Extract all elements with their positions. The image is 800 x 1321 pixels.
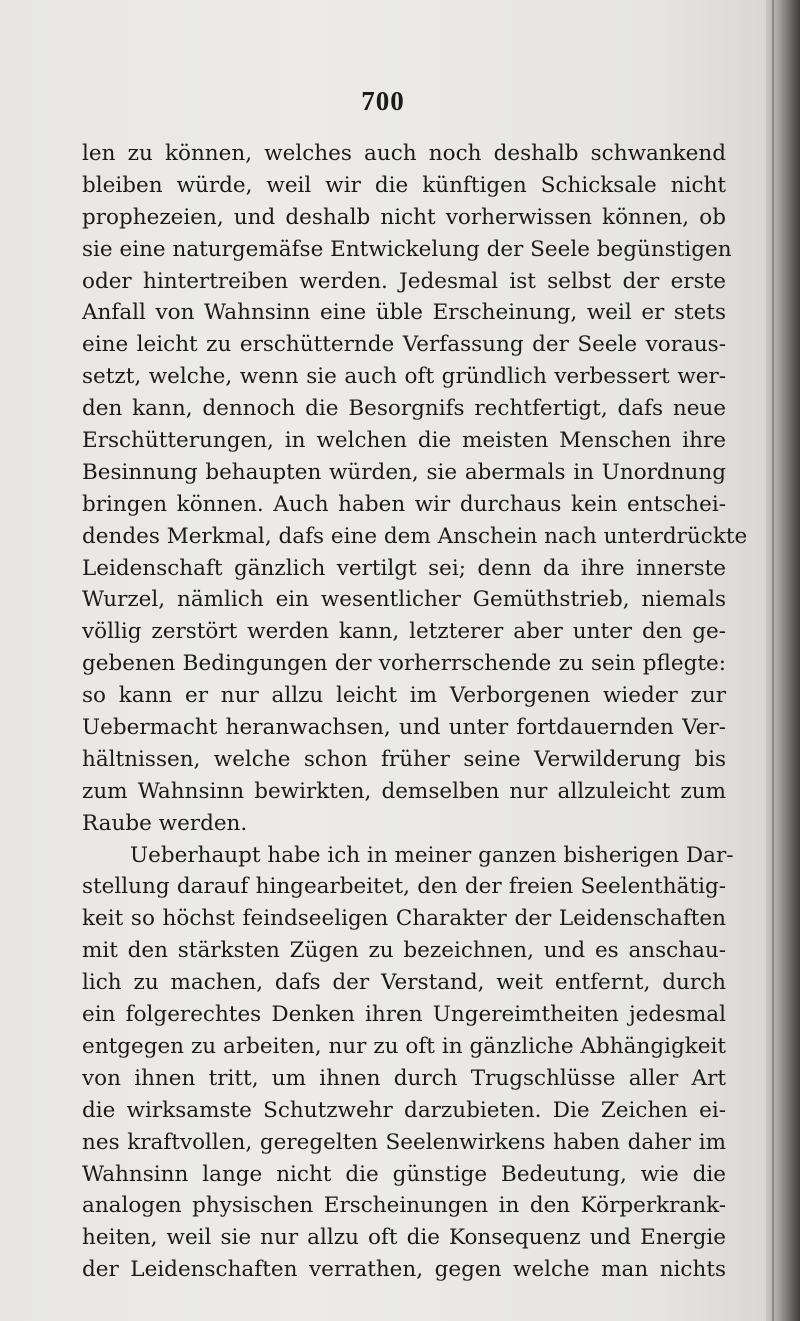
- text-line: so kann er nur allzu leicht im Verborgenen wieder zur: [82, 683, 726, 709]
- text-line: die wirksamste Schutzwehr darzubieten. Die Zeichen ei-: [82, 1097, 726, 1123]
- text-line: setzt, welche, wenn sie auch oft gründlich verbessert wer-: [82, 364, 726, 390]
- text-line: keit so höchst feindseeligen Charakter der Leidenschaften: [82, 906, 726, 932]
- text-line: Erschütterungen, in welchen die meisten Menschen ihre: [82, 428, 726, 454]
- text-line: Wurzel, nämlich ein wesentlicher Gemüthstrieb, niemals: [82, 587, 726, 613]
- text-line: zum Wahnsinn bewirkten, demselben nur allzuleicht zum: [82, 778, 726, 804]
- text-line: len zu können, welches auch noch deshalb schwankend: [82, 141, 726, 166]
- text-line: eine leicht zu erschütternde Verfassung der Seele voraus-: [82, 332, 726, 358]
- text-line: Leidenschaft gänzlich vertilgt sei; denn da ihre innerste: [82, 555, 726, 581]
- text-line: von ihnen tritt, um ihnen durch Trugschlüsse aller Art: [82, 1065, 726, 1091]
- text-line: bleiben würde, weil wir die künftigen Schicksale nicht: [82, 172, 726, 198]
- text-line: ein folgerechtes Denken ihren Ungereimtheiten jedesmal: [82, 1002, 726, 1028]
- text-line: Ueberhaupt habe ich in meiner ganzen bisherigen Dar-: [130, 842, 734, 868]
- page-number: 700: [361, 86, 405, 116]
- gutter-edge: [772, 0, 774, 1321]
- body-text: [82, 138, 748, 1286]
- text-line: analogen physischen Erscheinungen in den Körperkrank-: [82, 1193, 726, 1219]
- text-line: Raube werden.: [82, 810, 248, 836]
- text-line: Uebermacht heranwachsen, und unter fortdauernden Ver-: [82, 715, 726, 741]
- text-line: sie eine naturgemäfse Entwickelung der Seele begünstigen: [82, 236, 732, 262]
- text-line: mit den stärksten Zügen zu bezeichnen, und es anschau-: [82, 938, 726, 964]
- text-line: prophezeien, und deshalb nicht vorherwissen können, ob: [82, 204, 726, 230]
- text-line: dendes Merkmal, dafs eine dem Anschein nach unterdrückte: [82, 523, 748, 549]
- text-line: lich zu machen, dafs der Verstand, weit entfernt, durch: [82, 970, 726, 996]
- text-line: heiten, weil sie nur allzu oft die Konsequenz und Energie: [82, 1225, 726, 1251]
- text-line: völlig zerstört werden kann, letzterer aber unter den ge-: [82, 619, 726, 645]
- text-line: Wahnsinn lange nicht die günstige Bedeutung, wie die: [82, 1161, 726, 1187]
- text-line: Besinnung behaupten würden, sie abermals in Unordnung: [82, 459, 726, 485]
- text-line: stellung darauf hingearbeitet, den der freien Seelenthätig-: [82, 874, 726, 900]
- text-line: hältnissen, welche schon früher seine Verwilderung bis: [82, 746, 726, 772]
- text-line: gebenen Bedingungen der vorherrschende zu sein pflegte:: [82, 651, 726, 677]
- text-line: Anfall von Wahnsinn eine üble Erscheinung, weil er stets: [82, 300, 726, 326]
- text-line: den kann, dennoch die Besorgnifs rechtfertigt, dafs neue: [82, 396, 726, 422]
- text-line: nes kraftvollen, geregelten Seelenwirkens haben daher im: [82, 1129, 726, 1155]
- text-line: oder hintertreiben werden. Jedesmal ist selbst der erste: [82, 268, 726, 294]
- text-line: entgegen zu arbeiten, nur zu oft in gänzliche Abhängigkeit: [82, 1033, 726, 1059]
- text-line: der Leidenschaften verrathen, gegen welche man nichts: [82, 1257, 726, 1283]
- text-line: bringen können. Auch haben wir durchaus kein entschei-: [82, 491, 726, 517]
